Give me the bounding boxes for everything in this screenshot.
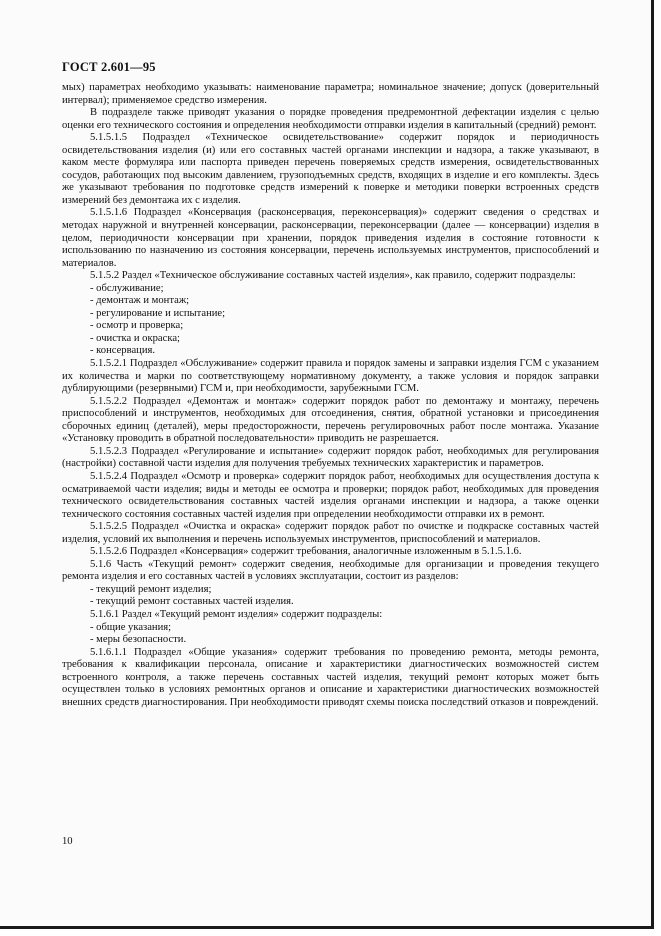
list-item: - регулирование и испытание;: [90, 307, 226, 319]
paragraph: 5.1.5.1.5 Подраздел «Техническое освидетельствование» содержит порядок и периодичность освидетельствования изделия (и) или его составных частей органами инспекции и надзора, а также указывают, в каком месте формуляра или паспорта приведен перечень поверяемых средств измерения, освидетельствованных сосудов, работающих под высоким давлением, грузоподъемных средств, входящих в изделие и его комплекты. Здесь же указывают требования по подготовке средств измерений к поверке и методики поверки встроенных средств измерений без демонтажа их с изделия.: [62, 132, 599, 206]
page-number: 10: [62, 836, 73, 847]
list-item: - демонтаж и монтаж;: [90, 295, 190, 307]
list-item: - общие указания;: [90, 621, 172, 633]
list-item: - осмотр и проверка;: [90, 320, 184, 332]
page-header: ГОСТ 2.601—95: [62, 60, 156, 74]
body-text: [62, 82, 599, 709]
paragraph: 5.1.6.1.1 Подраздел «Общие указания» содержит требования по проведению ремонта, методы ремонта, требования к квалификации персонала, описание и характеристики диагностических возможностей систем встроенного контроля, а также перечень составных частей изделия, текущий ремонт которых может быть осуществлен только в условиях ремонтных органов и описание и характеристики диагностических возможностей внешних средств диагностирования. При необходимости приводят схемы поиска последствий отказов и повреждений.: [62, 646, 599, 708]
paragraph: 5.1.5.2.3 Подраздел «Регулирование и испытание» содержит порядок работ, необходимых для регулирования (настройки) составной части изделия для получения требуемых технических характеристик и параметров.: [62, 445, 599, 470]
paragraph: 5.1.5.2 Раздел «Техническое обслуживание составных частей изделия», как правило, содержит подразделы:: [90, 270, 576, 282]
paragraph: мых) параметрах необходимо указывать: наименование параметра; номинальное значение; допуск (доверительный интервал); применяемое средство измерения.: [62, 82, 599, 106]
paragraph: 5.1.6.1 Раздел «Текущий ремонт изделия» содержит подразделы:: [90, 608, 383, 620]
list-item: - меры безопасности.: [90, 634, 187, 646]
paragraph: 5.1.5.2.5 Подраздел «Очистка и окраска» содержит порядок работ по очистке и подкраске составных частей изделия, условий их выполнения и перечень используемых инструментов, приспособлений и материалов.: [62, 521, 599, 545]
paragraph: В подразделе также приводят указания о порядке проведения предремонтной дефектации изделия с целью оценки его технического состояния и определения необходимости отправки изделия в капитальный (средний) ремонт.: [62, 107, 599, 131]
paragraph: 5.1.5.2.1 Подраздел «Обслуживание» содержит правила и порядок замены и заправки изделия ГСМ с указанием их количества и марки по соответствующему нормативному документу, а также условия и порядок заправки дублирующими (резервными) ГСМ и, при необходимости, зарубежными ГСМ.: [62, 358, 599, 395]
paragraph: 5.1.5.2.4 Подраздел «Осмотр и проверка» содержит порядок работ, необходимых для осуществления доступа к осматриваемой части изделия; виды и методы ее осмотра и проверки; порядок работ, необходимых для проведения технического освидетельствования составных частей изделия органами инспекции и надзора, а также оценки технического состояния составных частей изделия при определении необходимости отправки их в ремонт.: [62, 470, 599, 520]
list-item: - текущий ремонт изделия;: [90, 583, 212, 595]
paragraph: 5.1.5.2.6 Подраздел «Консервация» содержит требования, аналогичные изложенным в 5.1.5.1.6.: [90, 546, 522, 558]
list-item: - очистка и окраска;: [90, 332, 180, 344]
paragraph: 5.1.5.1.6 Подраздел «Консервация (расконсервация, переконсервация)» содержит сведения о средствах и методах наружной и внутренней консервации, расконсервации, переконсервации (далее — консервации) изделия в целом, периодичности консервации при хранении, порядок приведения изделия в состояние готовности к использованию по назначению из состояния консервации, перечень используемых инструментов, приспособлений и материалов.: [62, 207, 599, 269]
paragraph: 5.1.6 Часть «Текущий ремонт» содержит сведения, необходимые для организации и проведения текущего ремонта изделия и его составных частей в условиях эксплуатации, состоит из разделов:: [62, 558, 599, 583]
list-item: - обслуживание;: [90, 282, 164, 294]
paragraph: 5.1.5.2.2 Подраздел «Демонтаж и монтаж» содержит порядок работ по демонтажу и монтажу, перечень приспособлений и инструментов, необходимых для отсоединения, снятия, обратной установки и присоединения сборочных единиц (деталей), меры предосторожности, перечень регулировочных работ после монтажа. Указание «Установку проводить в обратной последовательности» приводить не разрешается.: [62, 395, 599, 445]
list-item: - текущий ремонт составных частей изделия.: [90, 596, 294, 608]
list-item: - консервация.: [90, 345, 156, 357]
